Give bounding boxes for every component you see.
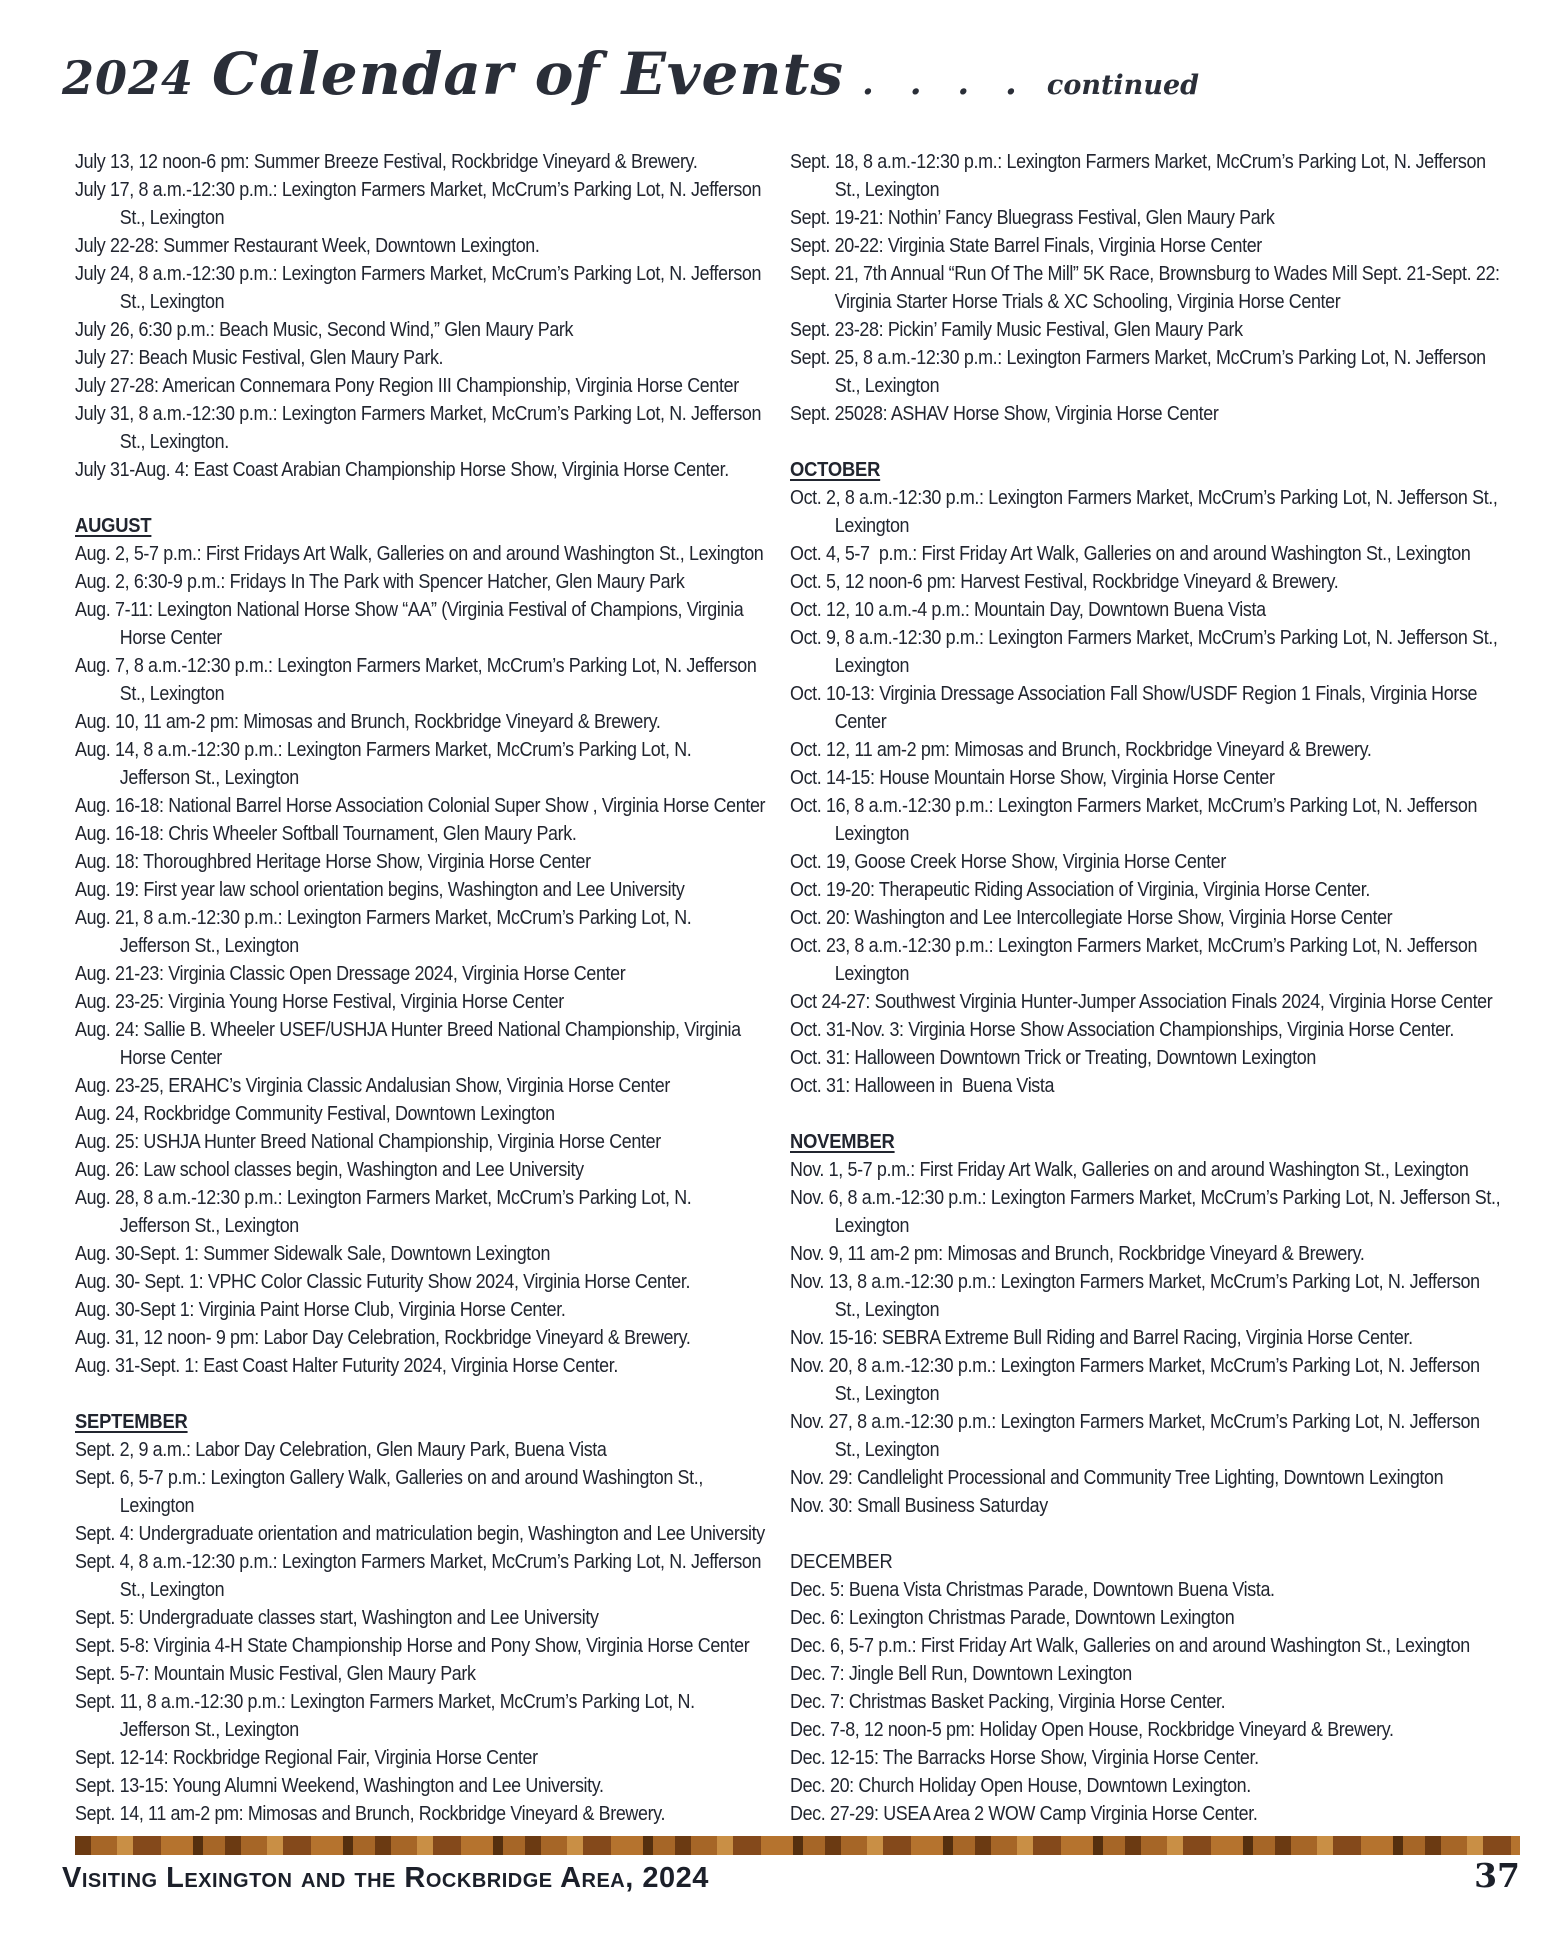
event-item: Sept. 13-15: Young Alumni Weekend, Washington and Lee University. xyxy=(75,1775,604,1797)
right-column xyxy=(790,148,1508,1828)
event-item: Sept. 23-28: Pickin’ Family Music Festival, Glen Maury Park xyxy=(790,319,1243,341)
event-item: Dec. 5: Buena Vista Christmas Parade, Downtown Buena Vista. xyxy=(790,1579,1275,1601)
event-item: Aug. 21-23: Virginia Classic Open Dressage 2024, Virginia Horse Center xyxy=(75,963,626,985)
event-item: Sept. 25028: ASHAV Horse Show, Virginia Horse Center xyxy=(790,403,1219,425)
event-item: Oct. 10-13: Virginia Dressage Association Fall Show/USDF Region 1 Finals, Virginia Horse Center xyxy=(790,683,1482,733)
event-item: Aug. 10, 11 am-2 pm: Mimosas and Brunch, Rockbridge Vineyard & Brewery. xyxy=(75,711,661,733)
event-item: Sept. 5-8: Virginia 4-H State Championship Horse and Pony Show, Virginia Horse Center xyxy=(75,1635,750,1657)
event-item: Dec. 6, 5-7 p.m.: First Friday Art Walk, Galleries on and around Washington St., Lexington xyxy=(790,1635,1470,1657)
event-item: Sept. 6, 5-7 p.m.: Lexington Gallery Walk, Galleries on and around Washington St., Lexington xyxy=(75,1467,708,1517)
event-item: Oct. 19-20: Therapeutic Riding Association of Virginia, Virginia Horse Center. xyxy=(790,879,1371,901)
event-item: Sept. 25, 8 a.m.-12:30 p.m.: Lexington Farmers Market, McCrum’s Parking Lot, N. Jefferson St., Lexington xyxy=(790,347,1491,397)
month-header-october: OCTOBER xyxy=(790,458,881,481)
event-item: Sept. 20-22: Virginia State Barrel Finals, Virginia Horse Center xyxy=(790,235,1262,257)
event-item: Oct. 5, 12 noon-6 pm: Harvest Festival, Rockbridge Vineyard & Brewery. xyxy=(790,571,1339,593)
event-item: July 27: Beach Music Festival, Glen Maury Park. xyxy=(75,347,444,369)
event-item: Oct. 16, 8 a.m.-12:30 p.m.: Lexington Farmers Market, McCrum’s Parking Lot, N. Jefferson Lexington xyxy=(790,795,1482,845)
event-item: Nov. 6, 8 a.m.-12:30 p.m.: Lexington Farmers Market, McCrum’s Parking Lot, N. Jefferson St., Lexington xyxy=(790,1187,1505,1237)
event-item: Nov. 1, 5-7 p.m.: First Friday Art Walk, Galleries on and around Washington St., Lexington xyxy=(790,1159,1469,1181)
event-item: Sept. 21, 7th Annual “Run Of The Mill” 5K Race, Brownsburg to Wades Mill Sept. 21-Sept. 22: Virginia Starter Horse Trials & XC Schooling, Virginia Horse Center xyxy=(790,263,1505,313)
event-item: Aug. 31-Sept. 1: East Coast Halter Futurity 2024, Virginia Horse Center. xyxy=(75,1355,619,1377)
event-item: Aug. 30-Sept 1: Virginia Paint Horse Club, Virginia Horse Center. xyxy=(75,1299,566,1321)
page-number: 37 xyxy=(1474,1856,1520,1895)
event-item: Aug. 24: Sallie B. Wheeler USEF/USHJA Hunter Breed National Championship, Virginia Horse Center xyxy=(75,1019,746,1069)
month-header-november: NOVEMBER xyxy=(790,1130,895,1153)
event-item: July 24, 8 a.m.-12:30 p.m.: Lexington Farmers Market, McCrum’s Parking Lot, N. Jefferson St., Lexington xyxy=(75,263,766,313)
month-header-september: SEPTEMBER xyxy=(75,1410,188,1433)
event-item: Oct. 31: Halloween in Buena Vista xyxy=(790,1075,1055,1097)
page-header xyxy=(62,40,1199,108)
event-item: Oct. 9, 8 a.m.-12:30 p.m.: Lexington Farmers Market, McCrum’s Parking Lot, N. Jefferson St., Lexington xyxy=(790,627,1503,677)
decorative-divider-bar xyxy=(75,1836,1520,1855)
event-item: Sept. 18, 8 a.m.-12:30 p.m.: Lexington Farmers Market, McCrum’s Parking Lot, N. Jefferson St., Lexington xyxy=(790,151,1491,201)
event-item: Aug. 2, 6:30-9 p.m.: Fridays In The Park with Spencer Hatcher, Glen Maury Park xyxy=(75,571,685,593)
event-item: Aug. 23-25: Virginia Young Horse Festival, Virginia Horse Center xyxy=(75,991,564,1013)
event-item: July 26, 6:30 p.m.: Beach Music, Second Wind,” Glen Maury Park xyxy=(75,319,574,341)
event-item: Oct. 12, 11 am-2 pm: Mimosas and Brunch, Rockbridge Vineyard & Brewery. xyxy=(790,739,1372,761)
event-item: Sept. 5-7: Mountain Music Festival, Glen Maury Park xyxy=(75,1663,476,1685)
event-item: Oct. 14-15: House Mountain Horse Show, Virginia Horse Center xyxy=(790,767,1275,789)
event-item: Sept. 4, 8 a.m.-12:30 p.m.: Lexington Farmers Market, McCrum’s Parking Lot, N. Jefferson St., Lexington xyxy=(75,1551,766,1601)
event-item: Aug. 19: First year law school orientation begins, Washington and Lee University xyxy=(75,879,685,901)
event-item: Sept. 11, 8 a.m.-12:30 p.m.: Lexington Farmers Market, McCrum’s Parking Lot, N. Jefferson St., Lexington xyxy=(75,1691,700,1741)
footer-title: Visiting Lexington and the Rockbridge Area, 2024 xyxy=(62,1862,709,1894)
event-item: Aug. 30-Sept. 1: Summer Sidewalk Sale, Downtown Lexington xyxy=(75,1243,551,1265)
event-item: Aug. 16-18: Chris Wheeler Softball Tournament, Glen Maury Park. xyxy=(75,823,577,845)
month-header-december: DECEMBER xyxy=(790,1550,893,1573)
month-section xyxy=(75,512,766,1380)
event-item: Dec. 7: Jingle Bell Run, Downtown Lexington xyxy=(790,1663,1132,1685)
event-item: July 13, 12 noon-6 pm: Summer Breeze Festival, Rockbridge Vineyard & Brewery. xyxy=(75,151,698,173)
event-item: Nov. 20, 8 a.m.-12:30 p.m.: Lexington Farmers Market, McCrum’s Parking Lot, N. Jefferson St., Lexington xyxy=(790,1355,1485,1405)
event-item: Aug. 28, 8 a.m.-12:30 p.m.: Lexington Farmers Market, McCrum’s Parking Lot, N. Jefferson St., Lexington xyxy=(75,1187,697,1237)
month-section xyxy=(75,148,766,484)
event-item: Dec. 27-29: USEA Area 2 WOW Camp Virginia Horse Center. xyxy=(790,1803,1258,1825)
month-section xyxy=(790,1128,1508,1520)
month-section xyxy=(790,456,1508,1100)
event-item: Sept. 4: Undergraduate orientation and matriculation begin, Washington and Lee University xyxy=(75,1523,765,1545)
title-year: 2024 xyxy=(62,51,195,105)
event-item: Nov. 9, 11 am-2 pm: Mimosas and Brunch, Rockbridge Vineyard & Brewery. xyxy=(790,1243,1365,1265)
event-item: July 17, 8 a.m.-12:30 p.m.: Lexington Farmers Market, McCrum’s Parking Lot, N. Jefferson St., Lexington xyxy=(75,179,766,229)
event-item: Oct. 19, Goose Creek Horse Show, Virginia Horse Center xyxy=(790,851,1227,873)
event-item: Aug. 31, 12 noon- 9 pm: Labor Day Celebration, Rockbridge Vineyard & Brewery. xyxy=(75,1327,691,1349)
event-item: Nov. 30: Small Business Saturday xyxy=(790,1495,1048,1517)
event-item: Dec. 6: Lexington Christmas Parade, Downtown Lexington xyxy=(790,1607,1235,1629)
event-item: Aug. 24, Rockbridge Community Festival, Downtown Lexington xyxy=(75,1103,555,1125)
event-item: Aug. 7, 8 a.m.-12:30 p.m.: Lexington Farmers Market, McCrum’s Parking Lot, N. Jefferson St., Lexington xyxy=(75,655,762,705)
event-item: Oct. 31-Nov. 3: Virginia Horse Show Association Championships, Virginia Horse Center. xyxy=(790,1019,1455,1041)
event-item: Oct. 12, 10 a.m.-4 p.m.: Mountain Day, Downtown Buena Vista xyxy=(790,599,1266,621)
event-item: July 31-Aug. 4: East Coast Arabian Championship Horse Show, Virginia Horse Center. xyxy=(75,459,729,481)
event-item: Sept. 5: Undergraduate classes start, Washington and Lee University xyxy=(75,1607,599,1629)
event-item: Aug. 18: Thoroughbred Heritage Horse Show, Virginia Horse Center xyxy=(75,851,591,873)
event-item: Oct. 2, 8 a.m.-12:30 p.m.: Lexington Farmers Market, McCrum’s Parking Lot, N. Jefferson St., Lexington xyxy=(790,487,1503,537)
event-item: Nov. 13, 8 a.m.-12:30 p.m.: Lexington Farmers Market, McCrum’s Parking Lot, N. Jefferson St., Lexington xyxy=(790,1271,1489,1321)
title-dots: . . . . xyxy=(862,63,1029,103)
event-item: July 27-28: American Connemara Pony Region III Championship, Virginia Horse Center xyxy=(75,375,739,397)
event-item: Aug. 30- Sept. 1: VPHC Color Classic Futurity Show 2024, Virginia Horse Center. xyxy=(75,1271,691,1293)
event-item: Aug. 25: USHJA Hunter Breed National Championship, Virginia Horse Center xyxy=(75,1131,661,1153)
event-item: Aug. 23-25, ERAHC’s Virginia Classic Andalusian Show, Virginia Horse Center xyxy=(75,1075,671,1097)
event-item: Dec. 7-8, 12 noon-5 pm: Holiday Open House, Rockbridge Vineyard & Brewery. xyxy=(790,1719,1394,1741)
event-item: Nov. 29: Candlelight Processional and Community Tree Lighting, Downtown Lexington xyxy=(790,1467,1444,1489)
event-item: Aug. 21, 8 a.m.-12:30 p.m.: Lexington Farmers Market, McCrum’s Parking Lot, N. Jefferson St., Lexington xyxy=(75,907,697,957)
event-item: Oct. 31: Halloween Downtown Trick or Treating, Downtown Lexington xyxy=(790,1047,1316,1069)
event-item: Sept. 2, 9 a.m.: Labor Day Celebration, Glen Maury Park, Buena Vista xyxy=(75,1439,607,1461)
event-item: Aug. 16-18: National Barrel Horse Association Colonial Super Show , Virginia Horse Center xyxy=(75,795,766,817)
month-section xyxy=(790,1548,1508,1828)
event-item: Oct. 20: Washington and Lee Intercollegiate Horse Show, Virginia Horse Center xyxy=(790,907,1393,929)
event-item: Aug. 2, 5-7 p.m.: First Fridays Art Walk, Galleries on and around Washington St., Lexington xyxy=(75,543,764,565)
event-item: Sept. 14, 11 am-2 pm: Mimosas and Brunch, Rockbridge Vineyard & Brewery. xyxy=(75,1803,666,1825)
event-item: Dec. 12-15: The Barracks Horse Show, Virginia Horse Center. xyxy=(790,1747,1259,1769)
event-item: Aug. 26: Law school classes begin, Washington and Lee University xyxy=(75,1159,584,1181)
event-item: Aug. 14, 8 a.m.-12:30 p.m.: Lexington Farmers Market, McCrum’s Parking Lot, N. Jefferson St., Lexington xyxy=(75,739,697,789)
event-item: Aug. 7-11: Lexington National Horse Show “AA” (Virginia Festival of Champions, Virginia Horse Center xyxy=(75,599,748,649)
event-item: July 22-28: Summer Restaurant Week, Downtown Lexington. xyxy=(75,235,540,257)
month-section xyxy=(790,148,1508,428)
month-section xyxy=(75,1408,766,1828)
event-item: Sept. 12-14: Rockbridge Regional Fair, Virginia Horse Center xyxy=(75,1747,538,1769)
left-column xyxy=(75,148,766,1828)
event-item: Sept. 19-21: Nothin’ Fancy Bluegrass Festival, Glen Maury Park xyxy=(790,207,1275,229)
page-title: Calendar of Events xyxy=(212,40,845,108)
event-item: Oct. 23, 8 a.m.-12:30 p.m.: Lexington Farmers Market, McCrum’s Parking Lot, N. Jefferson Lexington xyxy=(790,935,1482,985)
event-item: Nov. 15-16: SEBRA Extreme Bull Riding and Barrel Racing, Virginia Horse Center. xyxy=(790,1327,1413,1349)
month-header-august: AUGUST xyxy=(75,514,152,537)
event-item: Oct. 4, 5-7 p.m.: First Friday Art Walk, Galleries on and around Washington St., Lexington xyxy=(790,543,1471,565)
event-item: Oct 24-27: Southwest Virginia Hunter-Jumper Association Finals 2024, Virginia Horse Center xyxy=(790,991,1493,1013)
event-item: July 31, 8 a.m.-12:30 p.m.: Lexington Farmers Market, McCrum’s Parking Lot, N. Jefferson St., Lexington. xyxy=(75,403,766,453)
event-item: Nov. 27, 8 a.m.-12:30 p.m.: Lexington Farmers Market, McCrum’s Parking Lot, N. Jefferson St., Lexington xyxy=(790,1411,1485,1461)
title-continued-label: continued xyxy=(1046,70,1200,101)
event-item: Dec. 20: Church Holiday Open House, Downtown Lexington. xyxy=(790,1775,1251,1797)
event-item: Dec. 7: Christmas Basket Packing, Virginia Horse Center. xyxy=(790,1691,1226,1713)
